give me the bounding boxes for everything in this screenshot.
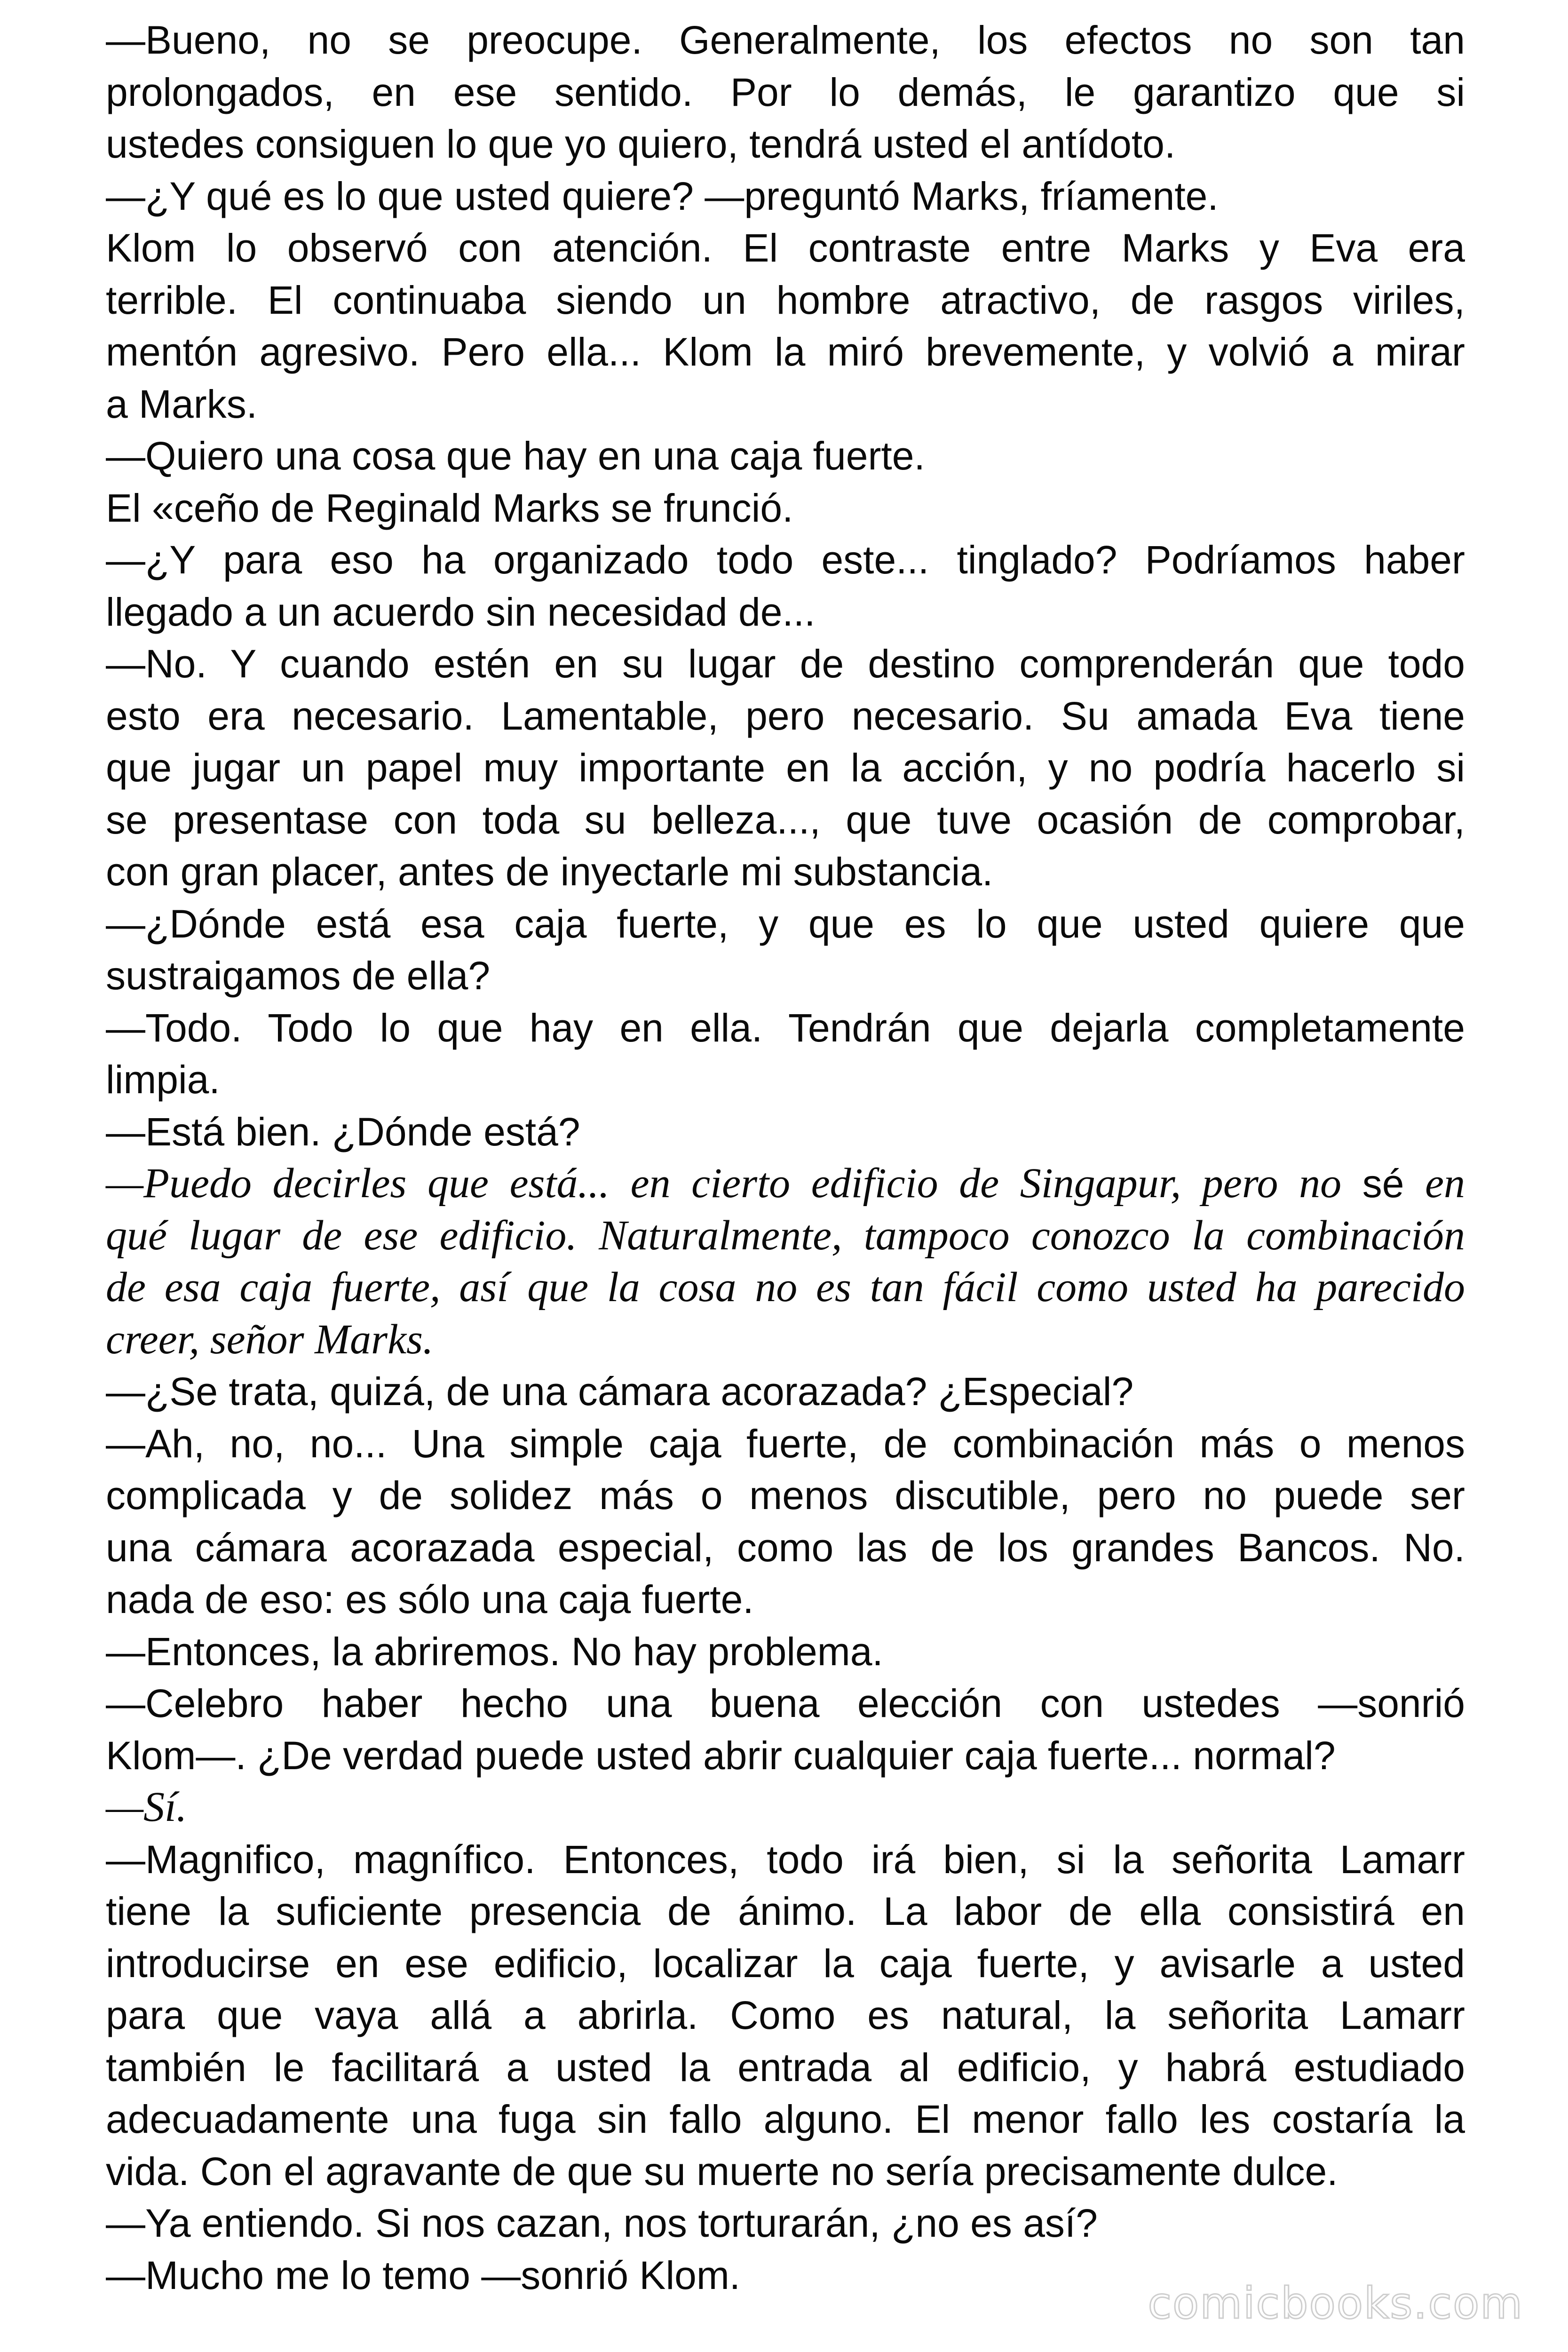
text-line: vida. Con el agravante de que su muerte no sería precisamente dulce. bbox=[106, 2149, 1338, 2193]
paragraph bbox=[106, 1626, 1465, 1678]
text-line: —Está bien. ¿Dónde está? bbox=[106, 1109, 580, 1154]
text-line: qué lugar de ese edificio. Naturalmente, tampoco conozco la combinación bbox=[106, 1212, 1465, 1259]
text-line: —Todo. Todo lo que hay en ella. Tendrán que dejarla completamente bbox=[106, 1005, 1465, 1050]
text-line: limpia. bbox=[106, 1057, 220, 1102]
text-line: —¿Dónde está esa caja fuerte, y que es lo que usted quiere que bbox=[106, 901, 1465, 946]
text-line: sustraigamos de ella? bbox=[106, 954, 491, 998]
text-line: de esa caja fuerte, así que la cosa no es tan fácil como usted ha parecido bbox=[106, 1264, 1465, 1311]
text-line: —¿Y para eso ha organizado todo este... tinglado? Podríamos haber bbox=[106, 538, 1465, 582]
paragraph bbox=[106, 534, 1465, 638]
paragraph bbox=[106, 430, 1465, 482]
text-line: que jugar un papel muy importante en la acción, y no podría hacerlo si bbox=[106, 746, 1465, 790]
paragraph bbox=[106, 14, 1465, 170]
text-line: también le facilitará a usted la entrada al edificio, y habrá estudiado bbox=[106, 2045, 1465, 2090]
text-line: una cámara acorazada especial, como las de los grandes Bancos. No. bbox=[106, 1525, 1465, 1570]
text-line: nada de eso: es sólo una caja fuerte. bbox=[106, 1577, 754, 1621]
paragraph bbox=[106, 1002, 1465, 1106]
watermark-logo: comicbooks.com bbox=[1148, 2278, 1523, 2328]
text-line: introducirse en ese edificio, localizar la caja fuerte, y avisarle a usted bbox=[106, 1941, 1465, 1986]
text-line: —¿Se trata, quizá, de una cámara acorazada? ¿Especial? bbox=[106, 1369, 1134, 1414]
text-line bbox=[106, 1158, 1465, 1210]
paragraph bbox=[106, 1418, 1465, 1626]
text-line: —Mucho me lo temo —sonrió Klom. bbox=[106, 2253, 741, 2297]
page-body bbox=[106, 14, 1465, 2301]
paragraph bbox=[106, 638, 1465, 898]
paragraph bbox=[106, 1106, 1465, 1158]
text-line: llegado a un acuerdo sin necesidad de... bbox=[106, 589, 816, 634]
text-line: mentón agresivo. Pero ella... Klom la miró brevemente, y volvió a mirar bbox=[106, 330, 1465, 374]
text-line: ustedes consiguen lo que yo quiero, tendrá usted el antídoto. bbox=[106, 122, 1176, 166]
paragraph bbox=[106, 482, 1465, 534]
text-line: a Marks. bbox=[106, 381, 258, 426]
italic-text: en bbox=[1425, 1160, 1465, 1207]
text-line: Klom—. ¿De verdad puede usted abrir cualquier caja fuerte... normal? bbox=[106, 1733, 1336, 1778]
text-line: adecuadamente una fuga sin fallo alguno. El menor fallo les costaría la bbox=[106, 2097, 1465, 2141]
paragraph bbox=[106, 1366, 1465, 1418]
paragraph bbox=[106, 222, 1465, 430]
text-line: prolongados, en ese sentido. Por lo demás, le garantizo que si bbox=[106, 70, 1465, 114]
text-line: —Sí. bbox=[106, 1784, 187, 1830]
text-line: —¿Y qué es lo que usted quiere? —preguntó Marks, fríamente. bbox=[106, 174, 1219, 218]
text-line: —Bueno, no se preocupe. Generalmente, los efectos no son tan bbox=[106, 18, 1465, 62]
text-line: esto era necesario. Lamentable, pero necesario. Su amada Eva tiene bbox=[106, 693, 1465, 738]
text-line: —Celebro haber hecho una buena elección con ustedes —sonrió bbox=[106, 1681, 1465, 1725]
paragraph bbox=[106, 1677, 1465, 1781]
paragraph bbox=[106, 2197, 1465, 2249]
text-line: El «ceño de Reginald Marks se frunció. bbox=[106, 485, 793, 530]
text-line: —Quiero una cosa que hay en una caja fuerte. bbox=[106, 434, 925, 478]
italic-paragraph bbox=[106, 1781, 1465, 1834]
paragraph bbox=[106, 1834, 1465, 2198]
text-line: Klom lo observó con atención. El contraste entre Marks y Eva era bbox=[106, 226, 1465, 270]
text-line: para que vaya allá a abrirla. Como es natural, la señorita Lamarr bbox=[106, 1993, 1465, 2037]
italic-text: —Puedo decirles que está... en cierto edificio de Singapur, pero no bbox=[106, 1160, 1342, 1207]
paragraph bbox=[106, 170, 1465, 222]
text-line: —Entonces, la abriremos. No hay problema. bbox=[106, 1629, 883, 1674]
text-line: tiene la suficiente presencia de ánimo. La labor de ella consistirá en bbox=[106, 1889, 1465, 1933]
roman-text: sé bbox=[1362, 1161, 1404, 1206]
text-line: creer, señor Marks. bbox=[106, 1316, 434, 1363]
paragraph bbox=[106, 898, 1465, 1002]
text-line: —No. Y cuando estén en su lugar de destino comprenderán que todo bbox=[106, 642, 1465, 686]
text-line: se presentase con toda su belleza..., que tuve ocasión de comprobar, bbox=[106, 797, 1465, 842]
italic-paragraph bbox=[106, 1158, 1465, 1366]
text-line: con gran placer, antes de inyectarle mi substancia. bbox=[106, 850, 993, 894]
text-line: —Ya entiendo. Si nos cazan, nos torturarán, ¿no es así? bbox=[106, 2201, 1098, 2245]
text-line: —Magnifico, magnífico. Entonces, todo irá bien, si la señorita Lamarr bbox=[106, 1837, 1465, 1882]
text-line: complicada y de solidez más o menos discutible, pero no puede ser bbox=[106, 1473, 1465, 1518]
text-line: terrible. El continuaba siendo un hombre atractivo, de rasgos viriles, bbox=[106, 278, 1465, 322]
text-line: —Ah, no, no... Una simple caja fuerte, de combinación más o menos bbox=[106, 1421, 1465, 1466]
